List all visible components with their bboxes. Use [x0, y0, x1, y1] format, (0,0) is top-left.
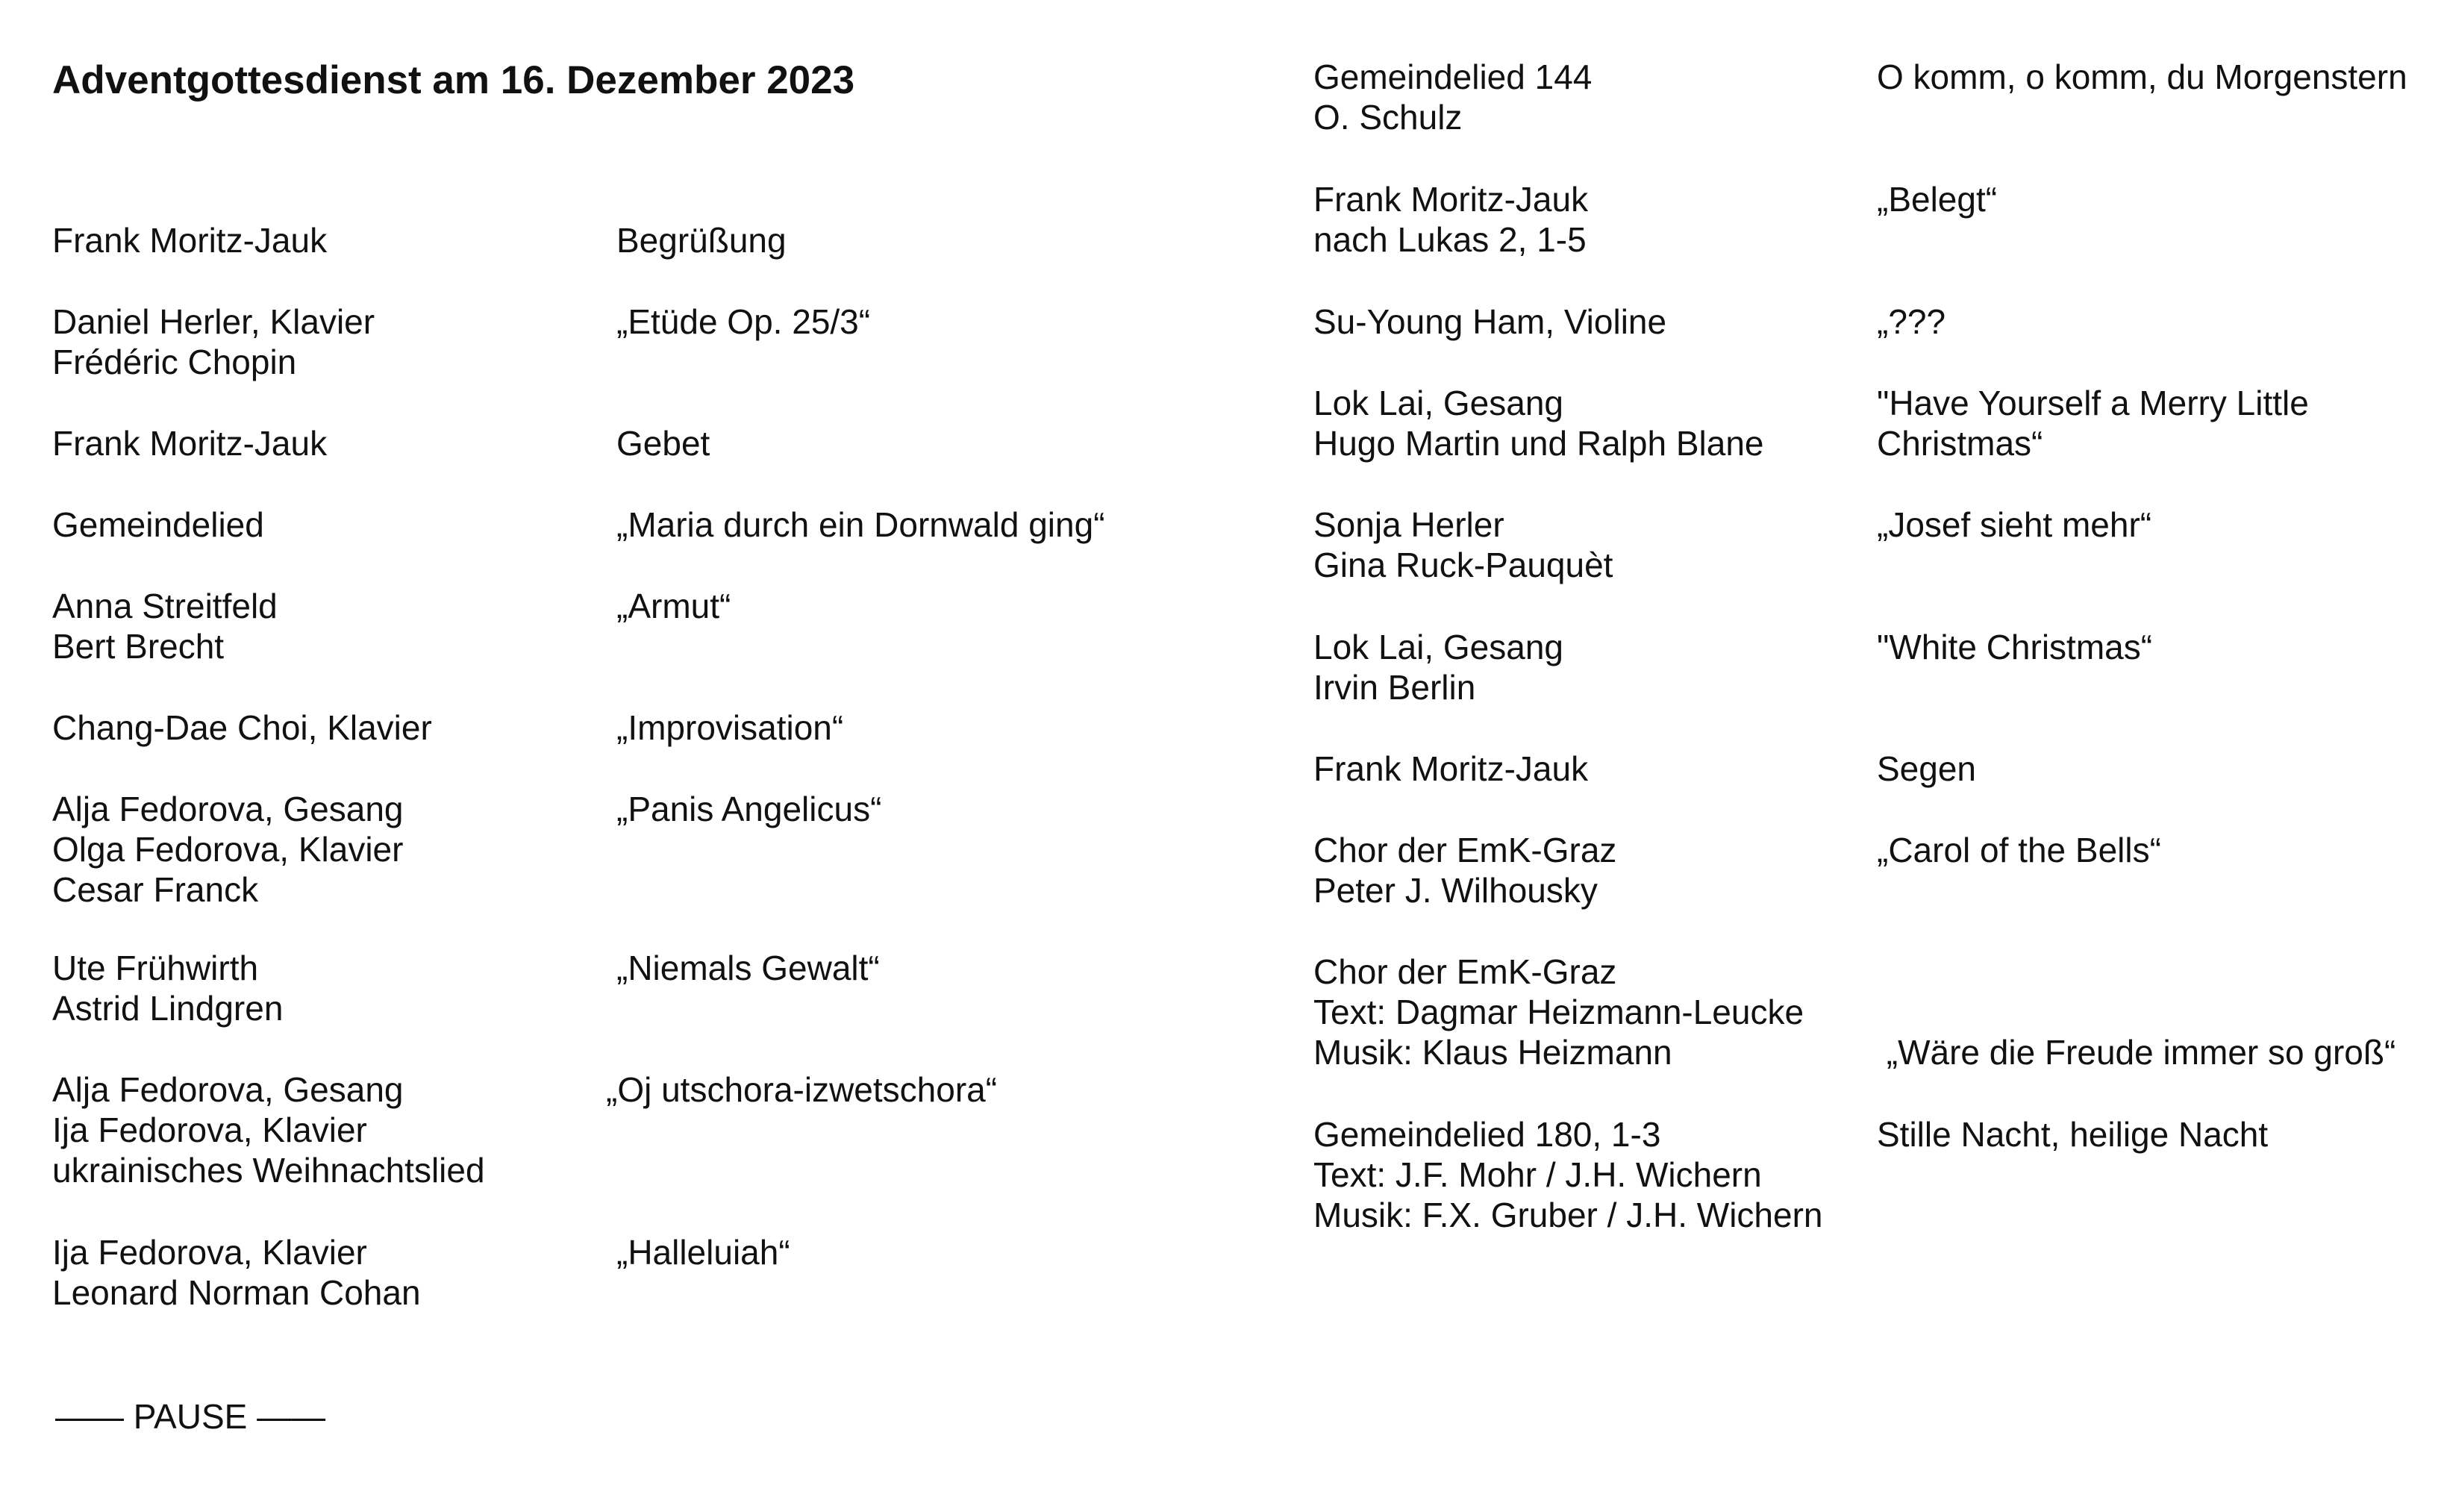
- performer-line: Hugo Martin und Ralph Blane: [1313, 424, 1764, 463]
- performer-line: Frank Moritz-Jauk: [1313, 180, 1589, 219]
- performer: [52, 707, 432, 748]
- piece-line: „Wäre die Freude immer so groß“: [1877, 1033, 2396, 1072]
- performer-line: Text: J.F. Mohr / J.H. Wichern: [1313, 1155, 1762, 1194]
- piece-line: „Carol of the Bells“: [1877, 831, 2161, 869]
- performer-line: Alja Fedorova, Gesang: [52, 790, 404, 828]
- performer: [1313, 830, 1616, 910]
- performer: [52, 1232, 421, 1313]
- piece-line: O komm, o komm, du Morgenstern: [1877, 57, 2407, 96]
- performer: [1313, 627, 1563, 707]
- performer-line: O. Schulz: [1313, 98, 1463, 137]
- performer-line: Peter J. Wilhousky: [1313, 871, 1598, 910]
- piece-title: [616, 948, 880, 988]
- performer: [52, 1069, 485, 1190]
- performer-line: Musik: F.X. Gruber / J.H. Wichern: [1313, 1196, 1823, 1234]
- performer-line: Anna Streitfeld: [52, 587, 278, 625]
- performer: [52, 302, 375, 382]
- piece-title: [616, 504, 1105, 545]
- performer-line: Sonja Herler: [1313, 505, 1504, 544]
- performer-line: Gemeindelied: [52, 505, 264, 544]
- piece-title: [1877, 1114, 2268, 1155]
- piece-title: [616, 302, 870, 342]
- performer: [1313, 952, 1804, 1072]
- piece-title: [1877, 830, 2161, 870]
- performer-line: Bert Brecht: [52, 627, 225, 666]
- piece-title: [1877, 504, 2151, 545]
- performer-line: Su-Young Ham, Violine: [1313, 302, 1667, 341]
- performer: [52, 586, 278, 666]
- performer-line: Ija Fedorova, Klavier: [52, 1110, 367, 1149]
- performer: [52, 423, 327, 463]
- performer-line: Alja Fedorova, Gesang: [52, 1070, 404, 1109]
- performer-line: Frank Moritz-Jauk: [52, 221, 328, 260]
- performer: [52, 789, 404, 910]
- performer-line: Lok Lai, Gesang: [1313, 628, 1564, 666]
- piece-line: "Have Yourself a Merry Little: [1877, 384, 2309, 422]
- performer: [1313, 749, 1588, 789]
- piece-title: [616, 1232, 790, 1272]
- piece-line: „Belegt“: [1877, 180, 1998, 219]
- performer: [52, 220, 327, 260]
- piece-line: „Improvisation“: [616, 708, 844, 747]
- performer: [52, 948, 283, 1028]
- piece-title: [616, 423, 710, 463]
- piece-line: „Armut“: [616, 587, 731, 625]
- performer: [1313, 302, 1666, 342]
- piece-line: Stille Nacht, heilige Nacht: [1877, 1115, 2269, 1154]
- performer-line: Frédéric Chopin: [52, 343, 297, 381]
- performer-line: Olga Fedorova, Klavier: [52, 830, 404, 869]
- piece-title: [1877, 179, 1997, 219]
- performer-line: Gemeindelied 180, 1-3: [1313, 1115, 1661, 1154]
- performer-line: Gina Ruck-Pauquèt: [1313, 546, 1613, 584]
- piece-line: „Etüde Op. 25/3“: [616, 302, 871, 341]
- piece-line: Gebet: [616, 424, 710, 463]
- performer-line: Text: Dagmar Heizmann-Leucke: [1313, 993, 1804, 1031]
- piece-title: [1877, 383, 2309, 463]
- page-title: Adventgottesdienst am 16. Dezember 2023: [52, 58, 855, 102]
- performer-line: Gemeindelied 144: [1313, 57, 1593, 96]
- performer-line: Cesar Franck: [52, 870, 259, 909]
- piece-title: [616, 789, 881, 829]
- piece-title: [1877, 749, 1976, 789]
- piece-line: Christmas“: [1877, 424, 2043, 463]
- piece-line: „Josef sieht mehr“: [1877, 505, 2152, 544]
- performer-line: Leonard Norman Cohan: [52, 1273, 421, 1312]
- piece-line: Begrüßung: [616, 221, 787, 260]
- piece-line: „Panis Angelicus“: [616, 790, 882, 828]
- performer-line: Irvin Berlin: [1313, 668, 1476, 707]
- performer: [1313, 1114, 1822, 1235]
- performer-line: Daniel Herler, Klavier: [52, 302, 375, 341]
- piece-line: „???: [1877, 302, 1946, 341]
- piece-line: „Halleluiah“: [616, 1233, 790, 1272]
- piece-line: „Maria durch ein Dornwald ging“: [616, 505, 1105, 544]
- performer-line: Musik: Klaus Heizmann: [1313, 1033, 1672, 1072]
- performer-line: Chang-Dae Choi, Klavier: [52, 708, 432, 747]
- piece-title: [1877, 627, 2152, 667]
- pause-marker: —— PAUSE ——: [55, 1397, 326, 1436]
- piece-line: „Oj utschora-izwetschora“: [606, 1070, 998, 1109]
- performer-line: Ija Fedorova, Klavier: [52, 1233, 367, 1272]
- performer: [52, 504, 264, 545]
- piece-line: "White Christmas“: [1877, 628, 2153, 666]
- performer-line: Chor der EmK-Graz: [1313, 952, 1617, 991]
- piece-line: Segen: [1877, 749, 1977, 788]
- piece-title: [616, 220, 787, 260]
- performer-line: Chor der EmK-Graz: [1313, 831, 1617, 869]
- performer: [1313, 504, 1613, 585]
- performer-line: nach Lukas 2, 1-5: [1313, 220, 1587, 259]
- performer-line: Astrid Lindgren: [52, 989, 284, 1028]
- performer: [1313, 57, 1592, 137]
- piece-title: [1877, 57, 2407, 97]
- piece-line: „Niemals Gewalt“: [616, 949, 880, 987]
- performer-line: ukrainisches Weihnachtslied: [52, 1151, 485, 1190]
- performer-line: Ute Frühwirth: [52, 949, 259, 987]
- performer: [1313, 179, 1588, 260]
- performer-line: Frank Moritz-Jauk: [52, 424, 328, 463]
- piece-title: [616, 586, 731, 626]
- performer-line: Frank Moritz-Jauk: [1313, 749, 1589, 788]
- piece-title: [606, 1069, 997, 1110]
- piece-title: [616, 707, 843, 748]
- piece-title: [1877, 302, 1945, 342]
- performer: [1313, 383, 1763, 463]
- performer-line: Lok Lai, Gesang: [1313, 384, 1564, 422]
